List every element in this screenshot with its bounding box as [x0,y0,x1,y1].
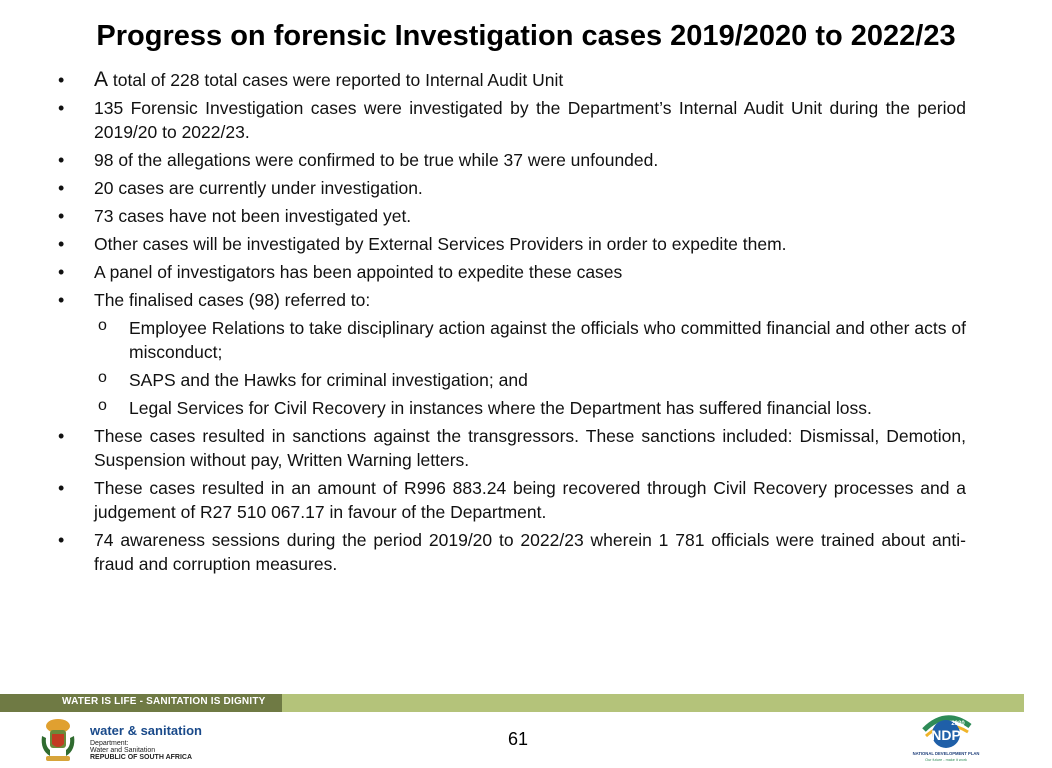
sub-bullet-marker: o [98,317,107,334]
list-item-text: 20 cases are currently under investigation. [94,178,423,198]
list-item [56,96,966,144]
slide-title: Progress on forensic Investigation cases 2019/2020 to 2022/23 [96,20,956,52]
page-number: 61 [508,729,529,749]
ndp-year: 2030 [951,721,965,727]
dept-line: REPUBLIC OF SOUTH AFRICA [90,754,193,761]
sub-bullet-marker: o [98,397,107,414]
sub-list-item-text: SAPS and the Hawks for criminal investigation; and [129,370,528,390]
list-item [56,232,966,256]
bullet-marker: • [58,262,65,282]
list-item-text: 98 of the allegations were confirmed to be true while 37 were unfounded. [94,150,659,170]
list-item-text: The finalised cases (98) referred to: [94,290,371,310]
bullet-marker: • [58,206,65,226]
list-item-text: 74 awareness sessions during the period 2019/20 to 2022/23 wherein 1 781 officials were trained about anti-fraud and corruption measures. [94,530,966,574]
bullet-marker: • [58,150,65,170]
list-item [56,288,966,312]
bullet-marker: • [58,178,65,198]
bullet-marker: • [58,530,65,550]
bullet-marker: • [58,98,65,118]
list-item-text: 73 cases have not been investigated yet. [94,206,412,226]
list-item [56,476,966,524]
list-item [56,528,966,576]
bullet-marker: • [58,478,65,498]
ndp-logo-icon [912,708,980,764]
footer-slogan: WATER IS LIFE - SANITATION IS DIGNITY [62,696,266,707]
list-item [56,260,966,284]
dept-line: Water and Sanitation [90,747,156,754]
ndp-caption: NATIONAL DEVELOPMENT PLAN [912,751,980,756]
list-item [56,176,966,200]
coat-of-arms-icon [36,716,80,764]
bullet-marker: • [58,290,65,310]
drop-letter: A [94,68,109,91]
list-item [56,68,966,92]
bullet-list [56,68,966,580]
sub-bullet-marker: o [98,369,107,386]
list-item-text: total of 228 total cases were reported to Internal Audit Unit [108,70,564,90]
bullet-marker: • [58,234,65,254]
sub-list-item-text: Employee Relations to take disciplinary action against the officials who committed financial and other acts of misconduct; [129,318,966,362]
sub-list-item [56,396,966,420]
list-item-text: A panel of investigators has been appointed to expedite these cases [94,262,623,282]
list-item [56,148,966,172]
list-item-text: These cases resulted in sanctions against the transgressors. These sanctions included: Dismissal, Demotion, Suspension without pay, Written Warning letters. [94,426,966,470]
dept-line: Department: [90,740,129,747]
list-item [56,424,966,472]
list-item [56,204,966,228]
list-item-text: These cases resulted in an amount of R996 883.24 being recovered through Civil Recovery processes and a judgement of R27 510 067.17 in favour of the Department. [94,478,966,522]
bullet-marker: • [58,426,65,446]
sub-list-item [56,368,966,392]
bullet-marker: • [58,70,65,90]
ndp-tagline: Our future - make it work [925,758,967,762]
sub-list-item [56,316,966,364]
ndp-label: NDP [931,727,961,743]
list-item-text: 135 Forensic Investigation cases were investigated by the Department’s Internal Audit Unit during the period 2019/20 to 2022/23. [94,98,966,142]
list-item-text: Other cases will be investigated by External Services Providers in order to expedite them. [94,234,787,254]
sub-list-item-text: Legal Services for Civil Recovery in instances where the Department has suffered financial loss. [129,398,872,418]
dept-brand: water & sanitation [90,723,202,738]
